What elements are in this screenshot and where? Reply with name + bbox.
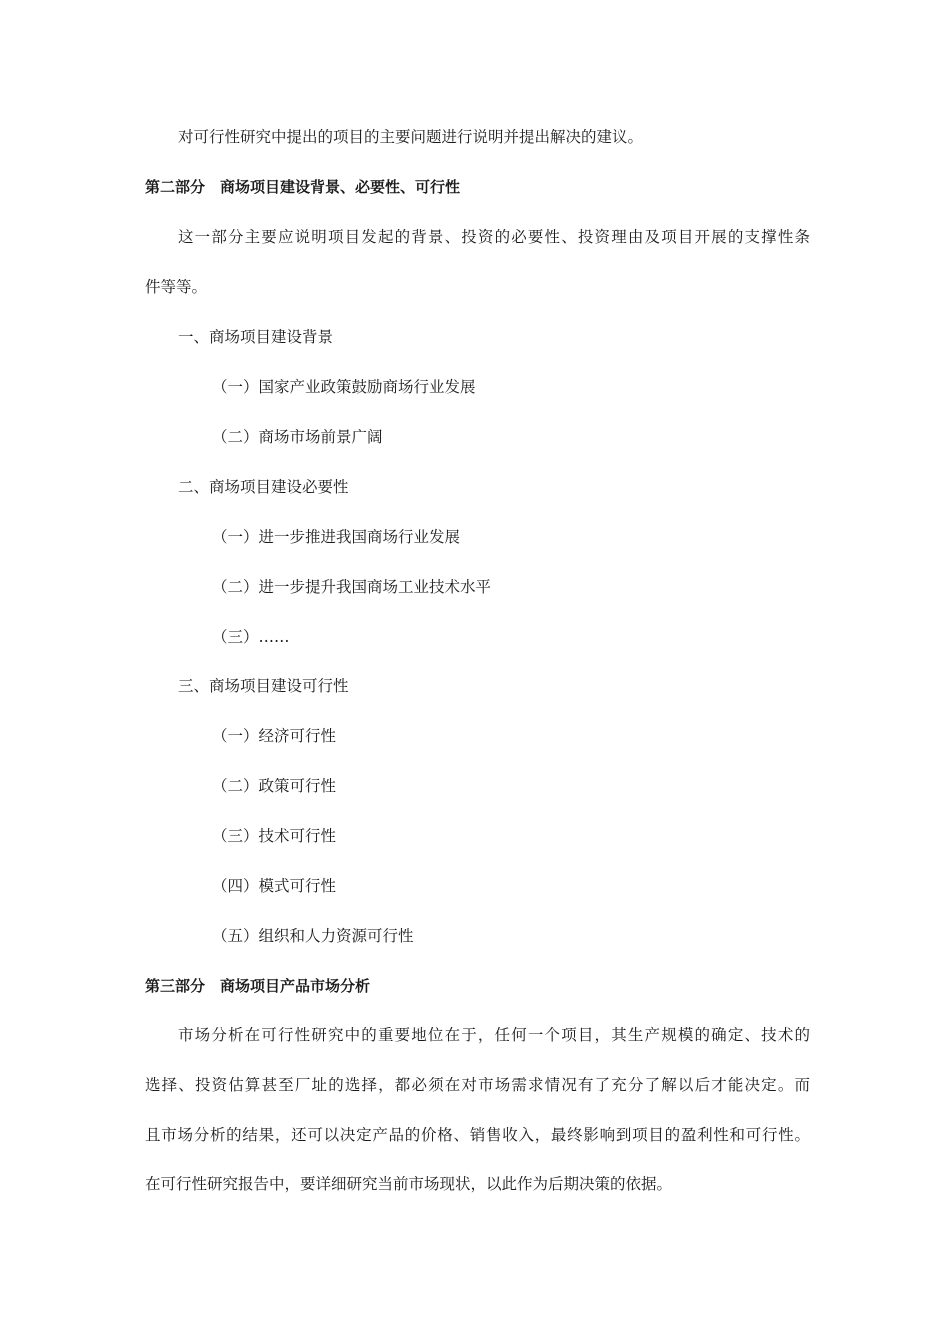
- list-item: （二）政策可行性: [212, 777, 337, 795]
- part3-paragraph-line-2: 选择、投资估算甚至厂址的选择，都必须在对市场需求情况有了充分了解以后才能决定。而: [145, 1076, 810, 1094]
- list-item: （三）……: [212, 628, 290, 646]
- list-item: （三）技术可行性: [212, 827, 337, 845]
- part2-desc-line-1: 这一部分主要应说明项目发起的背景、投资的必要性、投资理由及项目开展的支撑性条: [178, 228, 810, 246]
- list-item: （一）进一步推进我国商场行业发展: [212, 528, 461, 546]
- list-item: （一）经济可行性: [212, 727, 337, 745]
- part3-paragraph-line-1: 市场分析在可行性研究中的重要地位在于，任何一个项目，其生产规模的确定、技术的: [178, 1026, 810, 1044]
- section-necessity-title: 二、商场项目建设必要性: [178, 478, 349, 496]
- part3-paragraph-line-4: 在可行性研究报告中，要详细研究当前市场现状，以此作为后期决策的依据。: [145, 1175, 673, 1193]
- list-item: （四）模式可行性: [212, 877, 337, 895]
- part2-heading: 第二部分 商场项目建设背景、必要性、可行性: [145, 178, 461, 196]
- list-item: （五）组织和人力资源可行性: [212, 927, 414, 945]
- section-feasibility-title: 三、商场项目建设可行性: [178, 677, 349, 695]
- part3-paragraph-line-3: 且市场分析的结果，还可以决定产品的价格、销售收入，最终影响到项目的盈利性和可行性。: [145, 1126, 810, 1144]
- list-item: （一）国家产业政策鼓励商场行业发展: [212, 378, 476, 396]
- part2-desc-line-2: 件等等。: [145, 278, 208, 296]
- section-background-title: 一、商场项目建设背景: [178, 328, 334, 346]
- part3-heading: 第三部分 商场项目产品市场分析: [145, 977, 371, 995]
- list-item: （二）进一步提升我国商场工业技术水平: [212, 578, 492, 596]
- list-item: （二）商场市场前景广阔: [212, 428, 383, 446]
- intro-paragraph: 对可行性研究中提出的项目的主要问题进行说明并提出解决的建议。: [178, 128, 644, 146]
